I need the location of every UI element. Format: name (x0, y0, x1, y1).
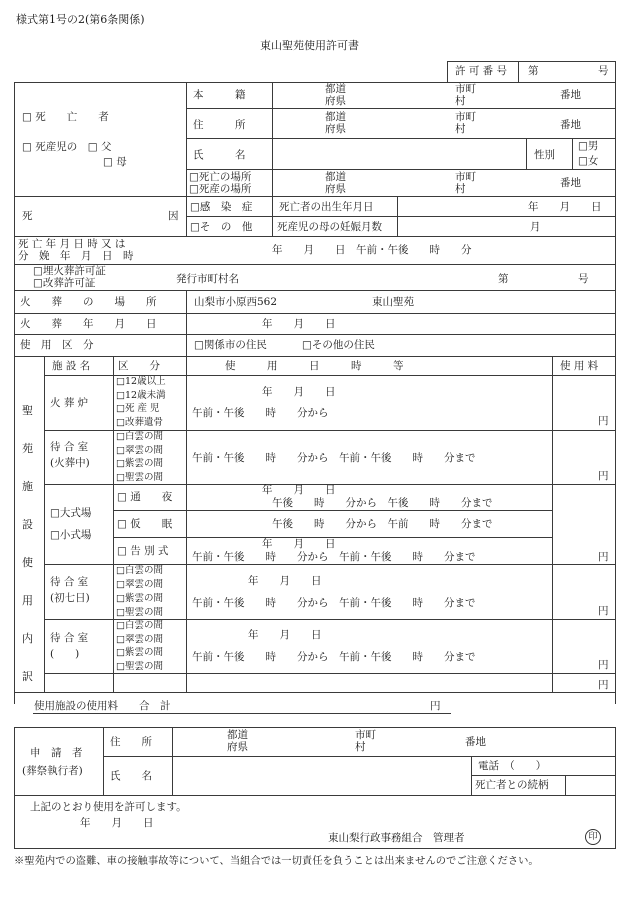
waiting3-time: 午前・午後 時 分から 午前・午後 時 分まで (192, 651, 476, 663)
stillborn-label: □ 死産児の □ 父 (22, 141, 112, 153)
waiting3-name: 待 合 室 ( ) (50, 632, 89, 660)
waiting1-fee: 円 (598, 470, 609, 482)
issuer-no-prefix: 第 (498, 273, 509, 285)
tsuya-date: 年 月 日 (262, 484, 336, 496)
place-banchi: 番地 (560, 177, 581, 189)
applicant-banchi: 番地 (465, 736, 486, 748)
furnace-options: □12歳以上 □12歳未満 □死 産 児 □改葬遺骨 (116, 376, 166, 428)
cause-label-2: 因 (168, 210, 179, 222)
issuer-label: 発行市町村名 (176, 273, 239, 285)
issuer-org: 東山梨行政事務組合 管理者 (328, 832, 465, 844)
stillborn-mother: □ 母 (103, 156, 127, 168)
honseki-prefecture: 都道 府県 (325, 83, 346, 107)
honseki-label: 本 籍 (193, 89, 246, 101)
applicant-prefecture: 都道 府県 (227, 729, 248, 753)
facility-name-header: 施 設 名 (52, 360, 91, 372)
seal-mark: 印 (585, 829, 601, 845)
usage-class-other: □その他の住民 (302, 339, 375, 351)
facility-category-header: 区 分 (118, 360, 160, 372)
place-prefecture: 都道 府県 (325, 171, 346, 195)
form-number: 様式第1号の2(第6条関係) (16, 13, 145, 26)
deceased-label: □ 死 亡 者 (22, 111, 109, 123)
permit-number-prefix: 第 (528, 65, 539, 77)
permit-type: □埋火葬許可証 □改葬許可証 (33, 265, 106, 289)
waiting2-fee: 円 (598, 605, 609, 617)
ceremony-fee: 円 (598, 551, 609, 563)
applicant-name-label: 氏 名 (110, 770, 152, 782)
jusho-city: 市町 村 (455, 111, 476, 135)
permit-number-label: 許 可 番 号 (455, 65, 508, 77)
applicant-relation: 死亡者との続柄 (475, 779, 549, 791)
birth-date-label: 死亡者の出生年月日 (279, 201, 374, 213)
extra-fee: 円 (598, 679, 609, 691)
applicant-city: 市町 村 (355, 729, 376, 753)
ceremony-large: □大式場 (50, 507, 92, 519)
honseki-banchi: 番地 (560, 89, 581, 101)
waiting2-name: 待 合 室 (初七日) (50, 576, 90, 604)
waiting2-rooms: □白雲の間 □翠雲の間 □紫雲の間 □聖雲の間 (116, 565, 163, 619)
furnace-name: 火 葬 炉 (50, 397, 89, 409)
cremation-place-address: 山梨市小原西562 (194, 296, 278, 308)
shimei-label: 氏 名 (193, 149, 246, 161)
usage-class-resident: □関係市の住民 (194, 339, 267, 351)
furnace-fee: 円 (598, 415, 609, 427)
cause-label-1: 死 (22, 210, 33, 222)
waiting3-date: 年 月 日 (248, 629, 322, 641)
ceremony-small: □小式場 (50, 529, 92, 541)
waiting2-time: 午前・午後 時 分から 午前・午後 時 分まで (192, 597, 476, 609)
sex-options: □男 □女 (578, 140, 599, 167)
betsu-time: 午前・午後 時 分から 午前・午後 時 分まで (192, 551, 476, 563)
applicant-label: 申 請 者 (葬祭執行者) (22, 747, 83, 777)
kamin-time: 午後 時 分から 午前 時 分まで (272, 518, 493, 530)
approval-text: 上記のとおり使用を許可します。 (30, 801, 187, 813)
betsu-date: 年 月 日 (262, 538, 336, 550)
furnace-time: 午前・午後 時 分から (192, 407, 329, 419)
waiting1-name: 待 合 室 (火葬中) (50, 441, 90, 469)
notice-text: ※聖苑内での盗難、車の接触事故等について、当組合では一切責任を負うことは出来ませんのでご注意ください。 (14, 855, 539, 867)
facility-side-label: 聖苑施設使用内訳 (22, 404, 33, 683)
page-title: 東山聖苑使用許可書 (260, 39, 359, 52)
waiting2-date: 年 月 日 (248, 575, 322, 587)
waiting3-rooms: □白雲の間 □翠雲の間 □紫雲の間 □聖雲の間 (116, 620, 163, 672)
birth-date-value: 年 月 日 (528, 201, 602, 213)
sex-label: 性別 (534, 149, 555, 161)
permit-number-suffix: 号 (598, 65, 609, 77)
usage-class-label: 使 用 区 分 (20, 339, 94, 351)
cremation-place-label: 火 葬 の 場 所 (20, 296, 157, 308)
pregnancy-unit: 月 (530, 221, 541, 233)
kamin-option: □ 仮 眠 (117, 518, 173, 530)
death-time-value: 年 月 日 午前・午後 時 分 (272, 244, 472, 256)
cause-other: □そ の 他 (190, 221, 253, 233)
approval-date: 年 月 日 (80, 817, 154, 829)
place-city: 市町 村 (455, 171, 476, 195)
jusho-label: 住 所 (193, 119, 246, 131)
furnace-date: 年 月 日 (262, 386, 336, 398)
jusho-prefecture: 都道 府県 (325, 111, 346, 135)
applicant-address-label: 住 所 (110, 736, 152, 748)
tsuya-time: 午後 時 分から 午後 時 分まで (272, 497, 493, 509)
facility-datetime-header: 使 用 日 時 等 (225, 360, 404, 372)
waiting3-fee: 円 (598, 659, 609, 671)
applicant-tel: 電話 （ ） (478, 760, 547, 772)
honseki-city: 市町 村 (455, 83, 476, 107)
cremation-date-value: 年 月 日 (262, 318, 336, 330)
betsu-option: □ 告 別 式 (117, 545, 169, 557)
issuer-no-suffix: 号 (578, 273, 589, 285)
waiting1-time: 午前・午後 時 分から 午前・午後 時 分まで (192, 452, 476, 464)
death-place-label: □死亡の場所 □死産の場所 (189, 171, 252, 195)
death-time-label: 死 亡 年 月 日 時 又 は 分 娩 年 月 日 時 (18, 238, 134, 262)
cremation-place-facility: 東山聖苑 (372, 296, 414, 308)
tsuya-option: □ 通 夜 (117, 491, 173, 503)
jusho-banchi: 番地 (560, 119, 581, 131)
total-label: 使用施設の使用料 合 計 (34, 700, 171, 712)
waiting1-rooms: □白雲の間 □翠雲の間 □紫雲の間 □聖雲の間 (116, 431, 163, 483)
total-yen: 円 (430, 700, 441, 712)
cremation-date-label: 火 葬 年 月 日 (20, 318, 157, 330)
facility-fee-header: 使 用 料 (560, 360, 599, 372)
cause-infectious: □感 染 症 (190, 201, 253, 213)
pregnancy-label: 死産児の母の妊娠月数 (277, 221, 382, 233)
